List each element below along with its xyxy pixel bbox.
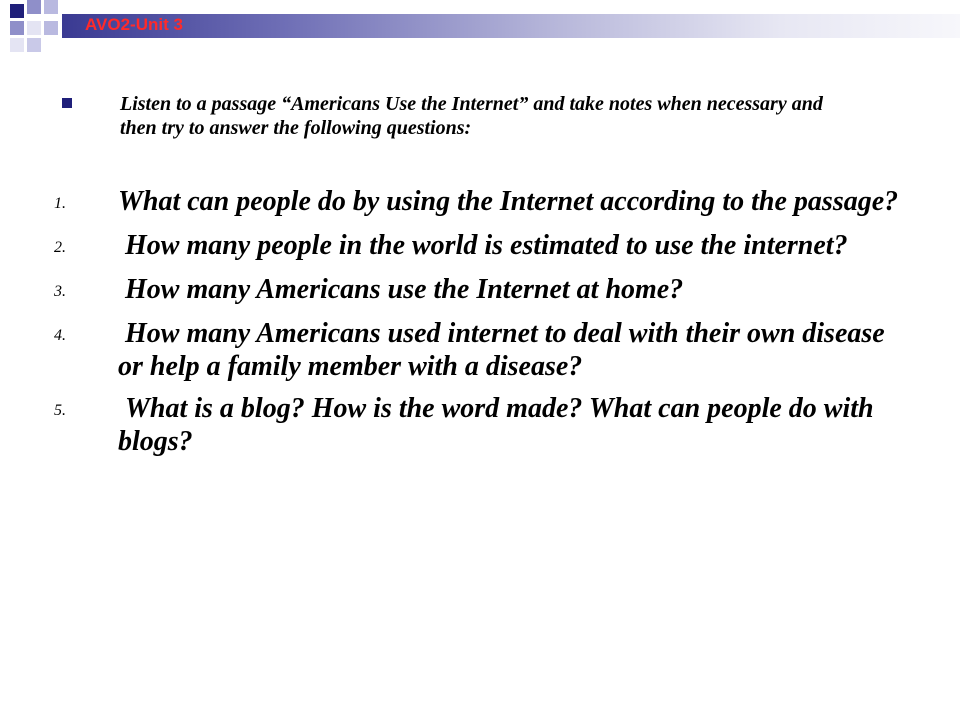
- question-number: 4.: [54, 327, 66, 344]
- decor-square: [10, 4, 24, 18]
- question-text: How many Americans use the Internet at home?: [118, 274, 684, 305]
- slide-header-title: AVO2-Unit 3: [85, 15, 183, 34]
- decor-square: [44, 0, 58, 14]
- question-item: [54, 185, 914, 220]
- intro-text: Listen to a passage “Americans Use the Internet” and take notes when necessary and then try to answer the following questions:: [120, 93, 823, 139]
- header-bar: [62, 14, 960, 38]
- question-number: 5.: [54, 402, 66, 419]
- question-item: [54, 273, 914, 308]
- decor-square: [27, 38, 41, 52]
- question-list: [54, 185, 914, 467]
- question-item: [54, 317, 914, 383]
- question-item: [54, 229, 914, 264]
- decor-square: [27, 21, 41, 35]
- question-text: How many Americans used internet to deal with their own disease or help a family member with a disease?: [118, 318, 892, 382]
- question-text: What is a blog? How is the word made? What can people do with blogs?: [118, 393, 881, 457]
- intro-paragraph: [62, 92, 902, 140]
- question-text: How many people in the world is estimated to use the internet?: [118, 230, 848, 261]
- question-number: 1.: [54, 195, 66, 212]
- decor-square: [27, 0, 41, 14]
- question-item: [54, 392, 914, 458]
- decor-square: [10, 38, 24, 52]
- decor-square: [10, 21, 24, 35]
- question-number: 3.: [54, 283, 66, 300]
- question-number: 2.: [54, 239, 66, 256]
- decor-square: [44, 21, 58, 35]
- question-text: What can people do by using the Internet according to the passage?: [118, 186, 899, 217]
- square-bullet-icon: [62, 98, 72, 108]
